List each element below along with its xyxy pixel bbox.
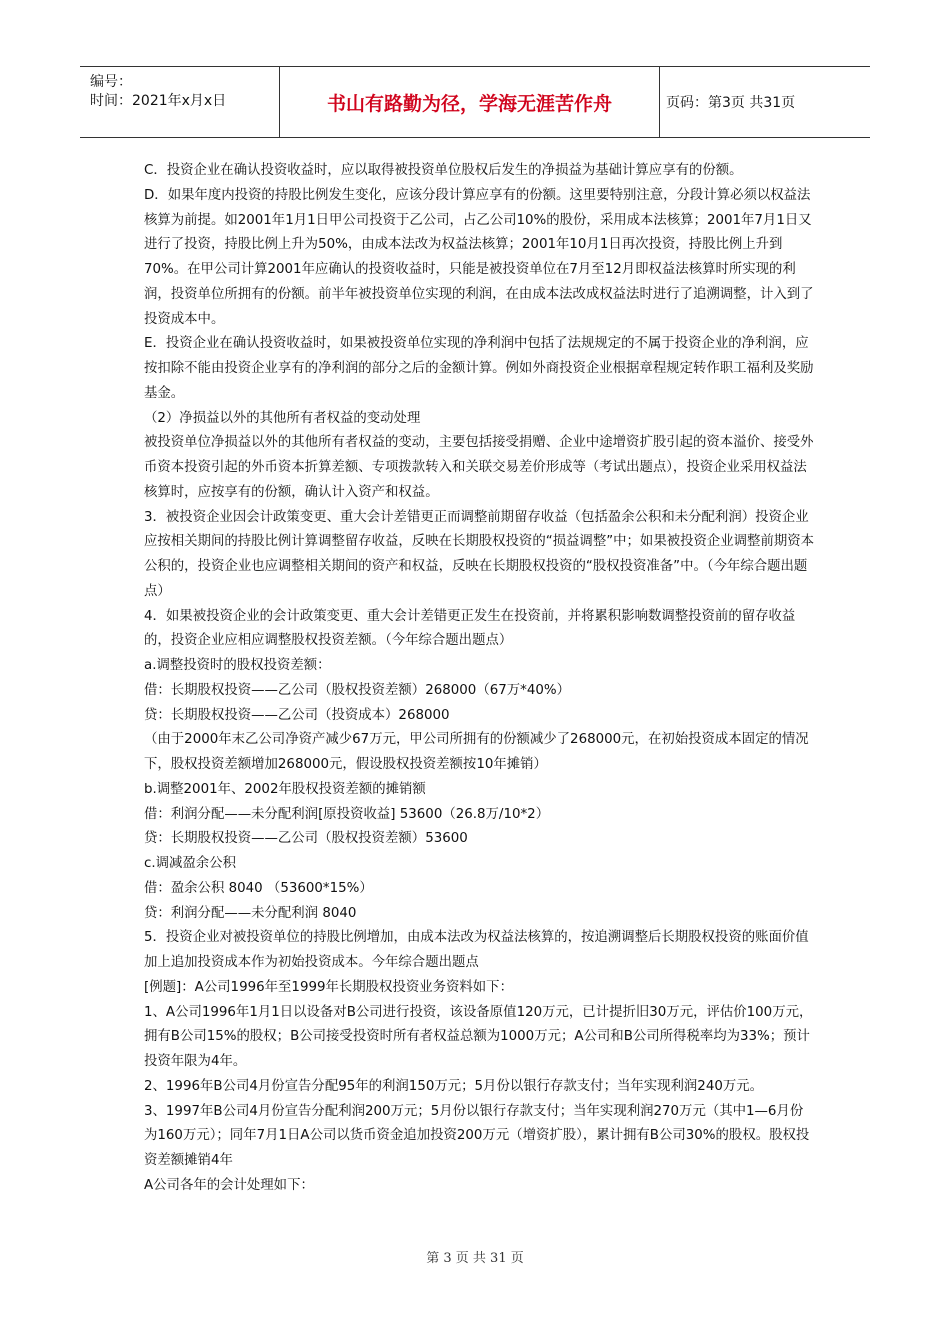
header-meta xyxy=(80,67,280,137)
paragraph: 贷：长期股权投资——乙公司（投资成本）268000 xyxy=(144,707,450,723)
paragraph: （2）净损益以外的其他所有者权益的变动处理 xyxy=(144,410,421,426)
paragraph: 5．投资企业对被投资单位的持股比例增加，由成本法改为权益法核算的，按追溯调整后长期股权投资的账面价值加上追加投资成本作为初始投资成本。今年综合题出题点 xyxy=(144,930,809,970)
document-number-label: 编号： xyxy=(90,74,132,90)
header-page-indicator: 页码：第3页 共31页 xyxy=(666,95,796,111)
paragraph: 1、A公司1996年1月1日以设备对B公司进行投资，该设备原值120万元，已计提折旧30万元，评估价100万元，拥有B公司15%的股权；B公司接受投资时所有者权益总额为1000万元；A公司和B公司所得税率均为33%；预计投资年限为4年。 xyxy=(144,1004,813,1069)
paragraph: 3．被投资企业因会计政策变更、重大会计差错更正而调整前期留存收益（包括盈余公积和未分配利润）投资企业应按相关期间的持股比例计算调整留存收益，反映在长期股权投资的“损益调整”中；如果被投资企业调整前期资本公积的，投资企业也应调整相关期间的资产和权益，反映在长期股权投资的“股权投资准备”中。（今年综合题出题点） xyxy=(144,509,815,599)
paragraph: E．投资企业在确认投资收益时，如果被投资单位实现的净利润中包括了法规规定的不属于投资企业的净利润，应按扣除不能由投资企业享有的净利润的部分之后的金额计算。例如外商投资企业根据章程规定转作职工福利及奖励基金。 xyxy=(144,336,814,401)
header-motto: 书山有路勤为径，学海无涯苦作舟 xyxy=(280,67,660,137)
paragraph: 借：长期股权投资——乙公司（股权投资差额）268000（67万*40%） xyxy=(144,682,570,698)
paragraph: c.调减盈余公积 xyxy=(144,856,236,871)
page-header xyxy=(80,66,870,138)
paragraph: 贷：利润分配——未分配利润 8040 xyxy=(144,905,357,921)
paragraph: 3、1997年B公司4月份宣告分配利润200万元；5月份以银行存款支付；当年实现利润270万元（其中1—6月份为160万元）；同年7月1日A公司以货币资金追加投资200万元（增资扩股），累计拥有B公司30%的股权。股权投资差额摊销4年 xyxy=(144,1103,810,1168)
paragraph: 贷：长期股权投资——乙公司（股权投资差额）53600 xyxy=(144,831,468,847)
document-date-label: 时间：2021年x月x日 xyxy=(90,93,227,109)
paragraph: C．投资企业在确认投资收益时，应以取得被投资单位股权后发生的净损益为基础计算应享有的份额。 xyxy=(144,163,743,178)
paragraph: 借：利润分配——未分配利润[原投资收益] 53600（26.8万/10*2） xyxy=(144,806,550,822)
paragraph: D．如果年度内投资的持股比例发生变化，应该分段计算应享有的份额。这里要特别注意，分段计算必须以权益法核算为前提。如2001年1月1日甲公司投资于乙公司，占乙公司10%的股份，采用成本法核算；2001年7月1日又进行了投资，持股比例上升为50%，由成本法改为权益法核算；2001年10月1日再次投资，持股比例上升到70%。在甲公司计算2001年应确认的投资收益时，只能是被投资单位在7月至12月即权益法核算时所实现的利润，投资单位所拥有的份额。前半年被投资单位实现的利润，在由成本法改成权益法时进行了追溯调整，计入到了投资成本中。 xyxy=(144,187,814,327)
paragraph: b.调整2001年、2002年股权投资差额的摊销额 xyxy=(144,781,426,797)
paragraph: 4．如果被投资企业的会计政策变更、重大会计差错更正发生在投资前，并将累积影响数调整投资前的留存收益的，投资企业应相应调整股权投资差额。（今年综合题出题点） xyxy=(144,608,796,649)
document-body xyxy=(144,159,814,1199)
paragraph: 借：盈余公积 8040 （53600*15%） xyxy=(144,880,373,896)
paragraph: 2、1996年B公司4月份宣告分配95年的利润150万元；5月份以银行存款支付；当年实现利润240万元。 xyxy=(144,1078,764,1094)
paragraph: 被投资单位净损益以外的其他所有者权益的变动，主要包括接受捐赠、企业中途增资扩股引起的资本溢价、接受外币资本投资引起的外币资本折算差额、专项拨款转入和关联交易差价形成等（考试出题点），投资企业采用权益法核算时，应按享有的份额，确认计入资产和权益。 xyxy=(144,435,814,500)
paragraph: a.调整投资时的股权投资差额： xyxy=(144,658,331,673)
paragraph: （由于2000年末乙公司净资产减少67万元，甲公司所拥有的份额减少了268000元，在初始投资成本固定的情况下，股权投资差额增加268000元，假设股权投资差额按10年摊销） xyxy=(144,732,809,772)
paragraph: A公司各年的会计处理如下： xyxy=(144,1177,314,1193)
page-footer: 第 3 页 共 31 页 xyxy=(426,1251,524,1266)
paragraph: [例题]：A公司1996年至1999年长期股权投资业务资料如下： xyxy=(144,979,513,995)
